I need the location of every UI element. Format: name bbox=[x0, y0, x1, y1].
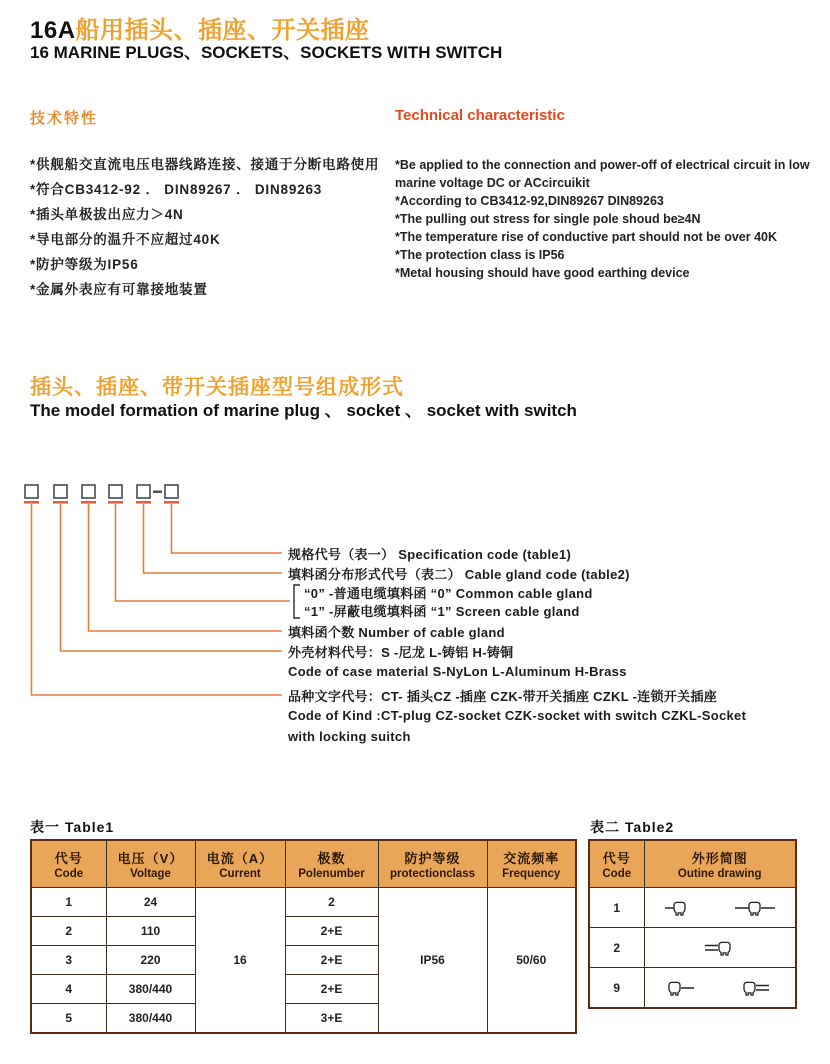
table2-caption: 表二 Table2 bbox=[590, 819, 675, 835]
tech-item-cn: *防护等级为IP56 bbox=[30, 257, 139, 272]
bracket-icon bbox=[294, 585, 300, 618]
gland-line-right-icon bbox=[667, 979, 697, 997]
formation-label: Code of case material S-NyLon L-Aluminum H-Brass bbox=[288, 664, 627, 679]
tech-list-cn bbox=[30, 152, 379, 302]
formation-label: with locking suitch bbox=[288, 729, 411, 744]
gland-line-left-icon bbox=[665, 899, 695, 917]
tech-item-en: *According to CB3412-92,DIN89267 DIN89263 bbox=[395, 194, 664, 208]
tech-list-en bbox=[395, 156, 810, 282]
tech-item-en: *The temperature rise of conductive part should not be over 40K bbox=[395, 230, 778, 244]
formation-label: “0” -普通电缆填料函 “0” Common cable gland bbox=[304, 586, 593, 601]
table-row bbox=[589, 928, 796, 968]
model-formation-diagram bbox=[20, 478, 820, 773]
gland-double-line-right-icon bbox=[742, 979, 772, 997]
cell-pole: 2+E bbox=[285, 975, 378, 1004]
formation-label: 品种文字代号：CT- 插头CZ -插座 CZK-带开关插座 CZKL -连锁开关插座 bbox=[288, 689, 718, 704]
cell-voltage: 220 bbox=[106, 946, 195, 975]
formation-label: “1” -屏蔽电缆填料函 “1” Screen cable gland bbox=[304, 604, 580, 619]
table1-specification bbox=[30, 839, 577, 1034]
tech-item-cn: *导电部分的温升不应超过40K bbox=[30, 232, 221, 247]
table-row bbox=[589, 888, 796, 928]
tech-item-cn: *供舰船交直流电压电器线路连接、接通于分断电路使用 bbox=[30, 157, 380, 172]
table2-cable-gland bbox=[588, 839, 797, 1009]
cell-pole: 2 bbox=[285, 888, 378, 917]
table1-header-polenumber: 极数 Polenumber bbox=[285, 840, 378, 888]
cell-code: 5 bbox=[31, 1004, 106, 1034]
table2-header-code: 代号 Code bbox=[589, 840, 644, 888]
formation-label: 外壳材料代号：S -尼龙 L-铸铝 H-铸铜 bbox=[288, 645, 514, 660]
table1-header-voltage: 电压（V） Voltage bbox=[106, 840, 195, 888]
model-title-en: The model formation of marine plug 、 socket 、 socket with switch bbox=[30, 401, 577, 420]
tech-item-en: marine voltage DC or ACcircuikit bbox=[395, 176, 590, 190]
cell-code: 2 bbox=[31, 917, 106, 946]
table1-caption: 表一 Table1 bbox=[30, 819, 115, 835]
cell-pole: 2+E bbox=[285, 917, 378, 946]
cell-current-merged: 16 bbox=[195, 888, 285, 1034]
formation-label: Code of Kind :CT-plug CZ-socket CZK-socket with switch CZKL-Socket bbox=[288, 708, 747, 723]
cell-code: 1 bbox=[31, 888, 106, 917]
table1-header-row bbox=[31, 840, 576, 888]
tech-item-en: *The pulling out stress for single pole shoud be≥4N bbox=[395, 212, 701, 226]
cell-protection-merged: IP56 bbox=[378, 888, 487, 1034]
cell-pole: 2+E bbox=[285, 946, 378, 975]
table-row bbox=[31, 888, 576, 917]
model-title-cn: 插头、插座、带开关插座型号组成形式 bbox=[30, 376, 404, 399]
tech-header-cn: 技术特性 bbox=[30, 110, 99, 127]
tech-item-en: *Be applied to the connection and power-off of electrical circuit in low bbox=[395, 158, 810, 172]
tech-item-cn: *插头单极拔出应力＞4N bbox=[30, 207, 184, 222]
cell-pole: 3+E bbox=[285, 1004, 378, 1034]
table-row bbox=[589, 968, 796, 1009]
tech-item-cn: *金属外表应有可靠接地装置 bbox=[30, 282, 208, 297]
tech-item-en: *The protection class is IP56 bbox=[395, 248, 565, 262]
table2-header-row bbox=[589, 840, 796, 888]
cell-frequency-merged: 50/60 bbox=[487, 888, 576, 1034]
title-prefix: 16A bbox=[30, 17, 76, 44]
tech-item-en: *Metal housing should have good earthing device bbox=[395, 266, 690, 280]
table1-header-frequency: 交流频率 Frequency bbox=[487, 840, 576, 888]
cell-code: 1 bbox=[589, 888, 644, 928]
cell-code: 3 bbox=[31, 946, 106, 975]
table1-header-code: 代号 Code bbox=[31, 840, 106, 888]
cell-code: 2 bbox=[589, 928, 644, 968]
cell-voltage: 24 bbox=[106, 888, 195, 917]
formation-label: 填料函分布形式代号（表二） Cable gland code (table2) bbox=[288, 567, 630, 582]
cell-voltage: 380/440 bbox=[106, 1004, 195, 1034]
title-cn: 船用插头、插座、开关插座 bbox=[75, 17, 370, 44]
formation-label: 规格代号（表一） Specification code (table1) bbox=[288, 547, 572, 562]
table1-header-current: 电流（A） Current bbox=[195, 840, 285, 888]
gland-double-line-left-icon bbox=[705, 939, 735, 957]
formation-label: 填料函个数 Number of cable gland bbox=[288, 625, 505, 640]
tech-item-cn: *符合CB3412-92 ． DIN89267 ． DIN89263 bbox=[30, 182, 323, 197]
tech-header-en: Technical characteristic bbox=[395, 107, 565, 124]
cell-voltage: 110 bbox=[106, 917, 195, 946]
table2-header-outline: 外形简图 Outine drawing bbox=[644, 840, 796, 888]
table1-header-protectionclass: 防护等级 protectionclass bbox=[378, 840, 487, 888]
page-subtitle: 16 MARINE PLUGS、SOCKETS、SOCKETS WITH SWITCH bbox=[30, 43, 503, 62]
cell-voltage: 380/440 bbox=[106, 975, 195, 1004]
cell-code: 4 bbox=[31, 975, 106, 1004]
gland-line-both-icon bbox=[735, 899, 775, 917]
cell-code: 9 bbox=[589, 968, 644, 1009]
